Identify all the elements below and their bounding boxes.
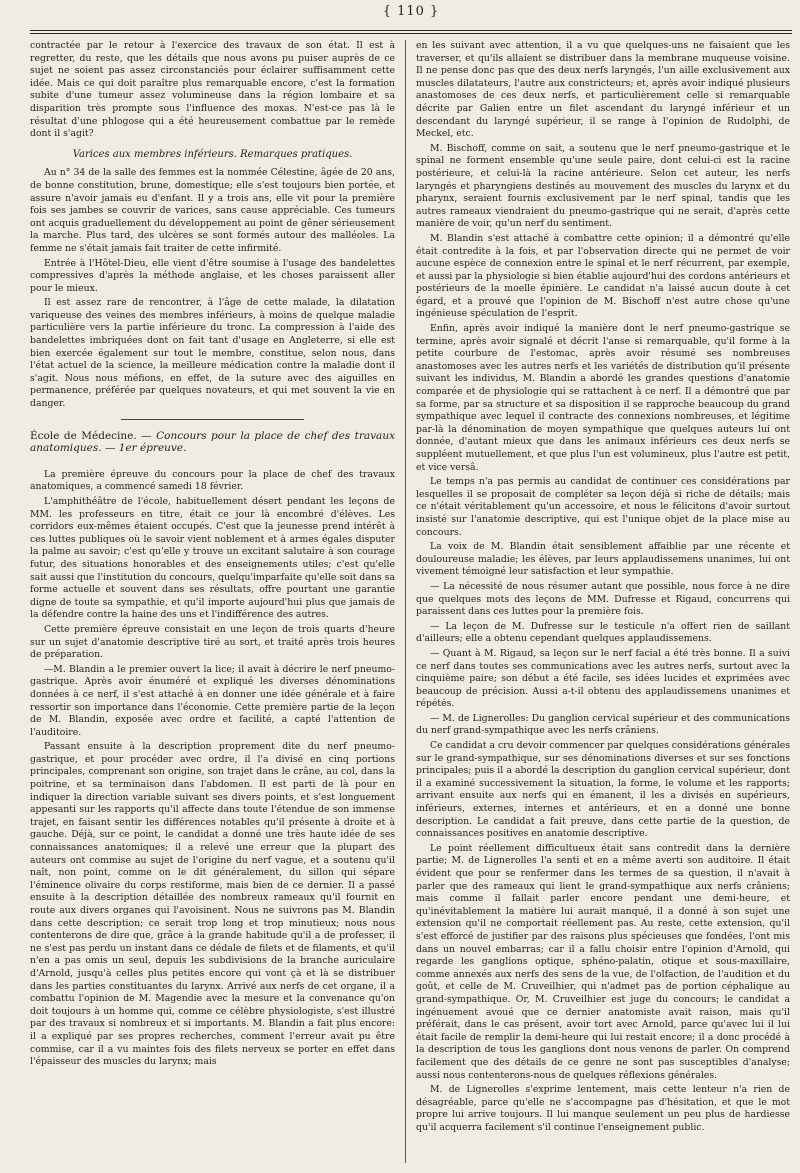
section-title: École de Médecine. — bbox=[30, 429, 157, 442]
paragraph: contractée par le retour à l'exercice des travaux de son état. Il est à regretter, du reste, que les détails que nous avons pu puiser auprès de ce sujet ne soient pas assez circonstanciés pour éclairer suffisamment cette idée. Mais ce qui doit paraître plus remarquable encore, c'est la formation subite d'une tumeur assez volumineuse dans la région lombaire et sa disparition très prompte sous l'influence des moxas. N'est-ce pas là le résultat d'une phlogose qui a été heureusement combattue par le remède dont il s'agit? bbox=[30, 40, 395, 140]
paragraph: Il est assez rare de rencontrer, à l'âge de cette malade, la dilatation variqueuse des veines des membres inférieurs, à moins de quelque maladie particulière vers la partie inférieure du tronc. La compression à l'aide des bandelettes imbriquées dont on fait tant d'usage en Angleterre, si elle est bien exercée également sur tout le membre, constitue, selon nous, dans l'état actuel de la science, la meilleure médication contre la maladie dont il s'agit. Nous nous méfions, en effet, de la suture avec des aiguilles en permanence, préférée par quelques novateurs, et qui met souvent la vie en danger. bbox=[30, 297, 395, 410]
paragraph: — La nécessité de nous résumer autant que possible, nous force à ne dire que quelques mots des leçons de MM. Dufresse et Rigaud, concurrens qui paraissent dans ces luttes pour la première fois. bbox=[416, 580, 790, 618]
paragraph: M. Bischoff, comme on sait, a soutenu que le nerf pneumo-gastrique et le spinal ne forment ensemble qu'une seule paire, dont celui-ci est la racine postérieure, et celui-là la racine antérieure. Selon cet auteur, les nerfs laryngés et pharyngiens destinés au mouvement des muscles du larynx et du pharynx, seraient fournis exclusivement par le nerf spinal, tandis que les autres rameaux viendraient du pneumo-gastrique qui ne serait, d'après cette manière de voir, qu'un nerf du sentiment. bbox=[416, 142, 790, 230]
paragraph: Enfin, après avoir indiqué la manière dont le nerf pneumo-gastrique se termine, après avoir signalé et décrit l'anse si remarquable, qu'il forme à la petite courbure de l'estomac, après avoir résumé ses nombreuses anastomoses avec les autres nerfs et les variétés de distribution qu'il présente suivant les individus, M. Blandin a abordé les grandes questions d'anatomie comparée et de physiologie qui se rattachent à ce nerf. Il a démontré que par sa forme, par sa structure et sa disposition il se rapproche beaucoup du grand sympathique avec lequel il contracte des connexions nombreuses, et légitime par-là la dénomination de moyen sympathique que quelques auteurs lui ont donnée, d'autant mieux que dans les animaux inférieurs ces deux nerfs se suppléent mutuellement, et que plus l'un est volumineux, plus l'autre est petit, et vice versâ. bbox=[416, 323, 790, 473]
paragraph: Entrée à l'Hôtel-Dieu, elle vient d'être soumise à l'usage des bandelettes compressives d'après la méthode anglaise, et les choses paraissent aller pour le mieux. bbox=[30, 257, 395, 294]
right-column bbox=[416, 40, 790, 1165]
section-heading bbox=[30, 430, 395, 455]
separator-rule bbox=[121, 419, 304, 420]
paragraph: en les suivant avec attention, il a vu que quelques-uns ne faisaient que les traverser, et qu'ils allaient se distribuer dans la membrane muqueuse voisine. Il ne pense donc pas que des deux nerfs laryngés, l'un aille exclusivement aux muscles dilatateurs, l'autre aux constricteurs; et, après avoir indiqué plusieurs anastomoses de ces deux nerfs, et particulièrement celle si remarquable décrite par Galien entre un filet ascendant du laryngé inférieur et un descendant du laryngé supérieur, il se range à l'opinion de Rudolphi, de Meckel, etc. bbox=[416, 40, 790, 140]
paragraph: M. de Lignerolles s'exprime lentement, mais cette lenteur n'a rien de désagréable, parce qu'elle ne s'accompagne pas d'hésitation, et que le mot propre lui arrive toujours. Il lui manque seulement un peu plus de hardiesse qu'il acquerra facilement s'il continue l'enseignement public. bbox=[416, 1084, 790, 1133]
page-number: { 110 } bbox=[382, 4, 440, 19]
paragraph: — Quant à M. Rigaud, sa leçon sur le nerf facial a été très bonne. Il a suivi ce nerf dans toutes ses communications avec les autres nerfs, surtout avec la cinquième paire; son début a été facile, ses idées lucides et exprimées avec beaucoup de précision. Aussi a-t-il obtenu des applaudissemens unanimes et répétés. bbox=[416, 647, 790, 710]
paragraph: Passant ensuite à la description proprement dite du nerf pneumo-gastrique, et pour procéder avec ordre, il l'a divisé en cinq portions principales, comprenant son origine, son trajet dans le crâne, au col, dans la poitrine, et sa terminaison dans l'abdomen. Il est parti de là pour en indiquer la direction variable suivant ses divers points, et s'est longuement appesanti sur les rapports qu'il affecte dans toute l'étendue de son immense trajet, en faisant sentir les différences notables qu'il présente à droite et à gauche. Déjà, sur ce point, le candidat a donné une très haute idée de ses connaissances anatomiques; il a relevé une erreur que la plupart des auteurs ont commise au sujet de l'origine du nerf vague, et a soutenu qu'il naît, non point, comme on le dit généralement, du sillon qui sépare l'éminence olivaire du corps restiforme, mais bien de ce dernier. Il a passé ensuite à la description détaillée des nombreux rameaux qu'il fournit en route aux divers organes qui l'avoisinent. Nous ne suivrons pas M. Blandin dans cette description; ce serait trop long et trop minutieux; nous nous contenterons de dire que, grâce à la grande habitude qu'il a de professer, il ne s'est pas perdu un instant dans ce dédale de filets et de filaments, et qu'il n'en a pas omis un seul, depuis les subdivisions de la branche auriculaire d'Arnold, jusqu'à celles plus petites encore qui vont çà et là se distribuer dans les parties constituantes du larynx. Arrivé aux nerfs de cet organe, il a combattu l'opinion de M. Magendie avec la mesure et la convenance qu'on doit toujours à un homme qui, comme ce célèbre physiologiste, s'est illustré par des travaux si nombreux et si importants. M. Blandin a fait plus encore: il a expliqué par ses propres recherches, comment l'erreur avait pu être commise, car il a vu maintes fois des filets nerveux se porter en effet dans l'épaisseur des muscles du larynx; mais bbox=[30, 741, 395, 1068]
paragraph: Cette première épreuve consistait en une leçon de trois quarts d'heure sur un sujet d'anatomie descriptive tiré au sort, et traité après trois heures de préparation. bbox=[30, 623, 395, 661]
paragraph: —M. Blandin a le premier ouvert la lice; il avait à décrire le nerf pneumo-gastrique. Après avoir énuméré et expliqué les diverses dénominations données à ce nerf, il s'est attaché à en donner une idée générale et à faire ressortir son importance dans l'économie. Cette première partie de la leçon de M. Blandin, exposée avec ordre et facilité, a capté l'attention de l'auditoire. bbox=[30, 663, 395, 738]
paragraph: La première épreuve du concours pour la place de chef des travaux anatomiques, a commencé samedi 18 février. bbox=[30, 468, 395, 493]
paragraph: — M. de Lignerolles: Du ganglion cervical supérieur et des communications du nerf grand-sympathique avec les nerfs crâniens. bbox=[416, 712, 790, 737]
paragraph: L'amphithéâtre de l'école, habituellement désert pendant les leçons de MM. les professeurs en titre, était ce jour là encombré d'élèves. Les corridors eux-mêmes étaient occupés. C'est que la jeunesse prend intérêt à ces luttes publiques où le savoir vient noblement et à armes égales disputer la palme au savoir; c'est qu'elle y trouve un excitant salutaire à son courage futur, des situations honorables et des enseignements utiles; c'est qu'elle sait aussi que l'institution du concours, quelqu'imparfaite qu'elle soit dans sa forme actuelle et souvent dans ses résultats, offre pourtant une garantie digne de toute sa sympathie, et qu'il importe aujourd'hui plus que jamais de la défendre contre la haine des uns et l'indifférence des autres. bbox=[30, 496, 395, 621]
paragraph: Ce candidat a cru devoir commencer par quelques considérations générales sur le grand-sympathique, sur ses dénominations diverses et sur ses fonctions principales; puis il a abordé la description du ganglion cervical supérieur, dont il a examiné successivement la situation, la forme, le volume et les rapports; arrivant ensuite aux nerfs qui en émanent, il les a divisés en supérieurs, inférieurs, externes, internes et antérieurs, et en a donné une bonne description. Le candidat a fait preuve, dans cette partie de la question, de connaissances positives en anatomie descriptive. bbox=[416, 740, 790, 840]
article-heading: Varices aux membres inférieurs. Remarques pratiques. bbox=[72, 148, 353, 160]
paragraph: Au n° 34 de la salle des femmes est la nommée Célestine, âgée de 20 ans, de bonne constitution, brune, domestique; elle s'est toujours bien portée, et assure n'avoir jamais eu d'enfant. Il y a trois ans, elle vit pour la première fois ses jambes se couvrir de varices, sans cause appréciable. Ces tumeurs ont acquis graduellement du développement au point de gêner sérieusement la marche. Plus tard, des ulcères se sont formés autour des malléoles. La femme ne s'était jamais fait traiter de cette infirmité. bbox=[30, 167, 395, 254]
paragraph: — La leçon de M. Dufresse sur le testicule n'a offert rien de saillant d'ailleurs; elle a obtenu cependant quelques applaudissemens. bbox=[416, 620, 790, 645]
left-column bbox=[30, 40, 395, 1165]
page-header bbox=[30, 0, 792, 34]
paragraph: M. Blandin s'est attaché à combattre cette opinion; il a démontré qu'elle était contredite à la fois, et par l'observation directe qui ne permet de voir aucune espèce de connexion entre le spinal et le nerf récurrent, par exemple, et aussi par la physiologie si bien établie aujourd'hui des cordons antérieurs et postérieurs de la moelle épinière. Le candidat n'a laissé aucun doute à cet égard, et a prouvé que l'opinion de M. Bischoff n'est autre chose qu'une ingénieuse spéculation de l'esprit. bbox=[416, 232, 790, 320]
paragraph: La voix de M. Blandin était sensiblement affaiblie par une récente et douloureuse maladie; les élèves, par leurs applaudissemens unanimes, lui ont vivement témoigné leur satisfaction et leur sympathie. bbox=[416, 541, 790, 578]
paragraph: Le point réellement difficultueux était sans contredit dans la dernière partie; M. de Lignerolles l'a senti et en a même averti son auditoire. Il était évident que pour se renfermer dans les termes de sa question, il n'avait à parler que des rameaux qui lient le grand-sympathique aux nerfs crâniens; mais comme il fallait parler encore pendant une demi-heure, et qu'inévitablement la matière lui aurait manqué, il a donné à son sujet une extension qu'il ne comportait réellement pas. Au reste, cette extension, qu'il s'est efforcé de justifier par des raisons plus spécieuses que fondées, l'ont mis dans un nouvel embarras; car il a fallu choisir entre l'opinion d'Arnold, qui regarde les ganglions optique, sphéno-palatin, otique et sous-maxillaire, comme annexés aux nerfs des sens de la vue, de l'olfaction, de l'audition et du goût, et celle de M. Cruveilhier, qui n'admet pas de portion céphalique au grand-sympathique. Or, M. Cruveilhier est juge du concours; le candidat a ingénuement avoué que ce dernier anatomiste avait raison, mais qu'il préférait, dans le cas présent, avoir tort avec Arnold, parce qu'avec lui il lui était facile de remplir la demi-heure qui lui restait encore; il a donc procédé à la description de tous les ganglions dont nous venons de parler. On comprend facilement que des détails de ce genre ne sont pas susceptibles d'analyse; aussi nous contenterons-nous de quelques réflexions générales. bbox=[416, 842, 790, 1081]
section-subtitle: Concours pour la place de chef des travaux anatomiques. — 1er épreuve. bbox=[30, 429, 395, 455]
column-divider bbox=[405, 40, 406, 1163]
paragraph: Le temps n'a pas permis au candidat de continuer ces considérations par lesquelles il se proposait de compléter sa leçon déjà si riche de détails; mais ce n'était véritablement qu'un accessoire, et nous le félicitons d'avoir surtout insisté sur l'anatomie descriptive, qui est l'unique objet de la place mise au concours. bbox=[416, 476, 790, 538]
